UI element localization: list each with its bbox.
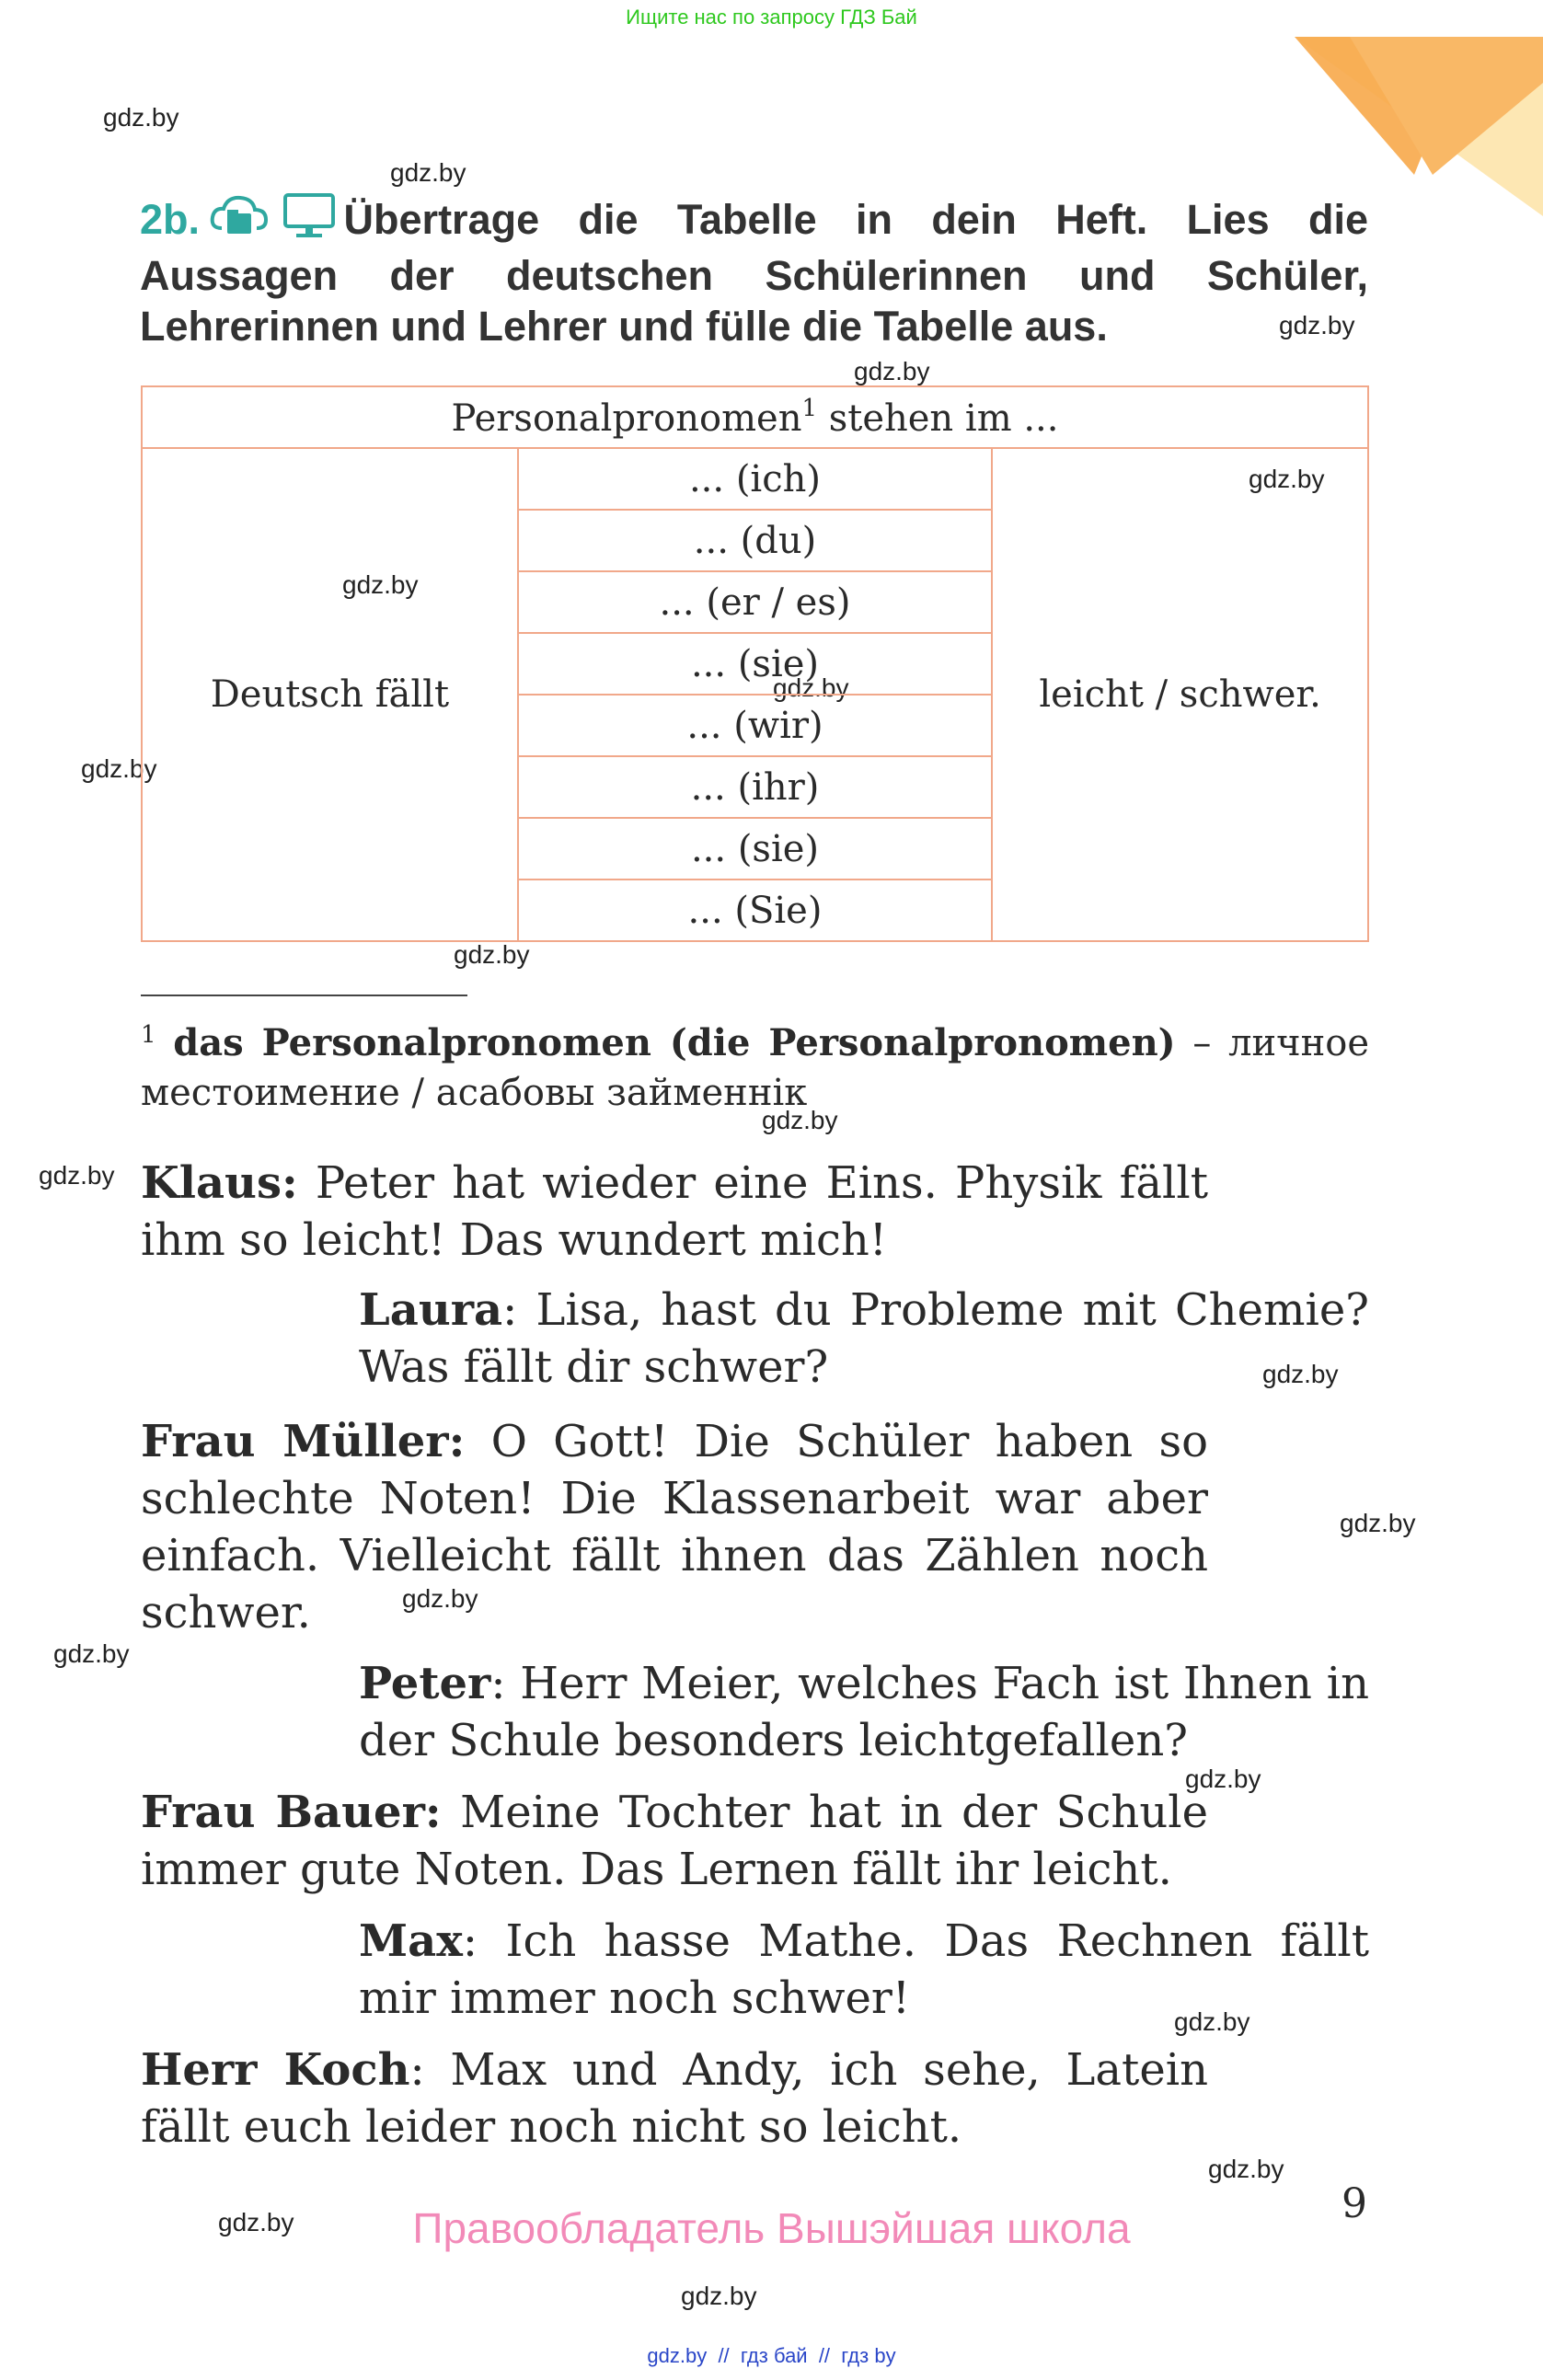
speaker: Frau Müller:	[141, 1416, 466, 1467]
pronoun-table	[141, 385, 1369, 942]
table-row: ... (er / es)	[518, 571, 993, 633]
task-icons	[209, 191, 337, 250]
table-header: Personalpronomen$^1$ stehen im ...	[142, 386, 1368, 448]
top-banner: Ищите нас по запросу ГДЗ Бай	[626, 6, 917, 29]
speaker: Frau Bauer:	[141, 1787, 442, 1838]
watermark: gdz.by	[1174, 2007, 1250, 2036]
watermark: gdz.by	[762, 1106, 838, 1134]
table-row: ... (Sie)	[518, 880, 993, 941]
task-number: 2b.	[140, 196, 201, 243]
table-row: ... (sie)	[518, 818, 993, 880]
table-left-cell: Deutsch fällt	[142, 448, 518, 941]
table-row: ... (sie)	[518, 633, 993, 695]
watermark: gdz.by	[53, 1639, 130, 1668]
watermark: gdz.by	[1262, 1360, 1339, 1388]
dialogue-line: Klaus: Peter hat wieder eine Eins. Physik fällt ihm so leicht! Das wundert mich!	[141, 1157, 1208, 1266]
speaker: Klaus:	[141, 1157, 298, 1209]
dialogue-line: Frau Müller: O Gott! Die Schüler haben so schlechte Noten! Die Klassenarbeit war aber einfach. Vielleicht fällt ihnen das Zählen noch schwer.	[141, 1416, 1209, 1638]
dialogue-line: Max: Ich hasse Mathe. Das Rechnen fällt mir immer noch schwer!	[359, 1915, 1369, 2024]
dialogue-line: Herr Koch: Max und Andy, ich sehe, Latein fällt euch leider noch nicht so leicht.	[141, 2044, 1208, 2153]
dialogue-line: Frau Bauer: Meine Tochter hat in der Schule immer gute Noten. Das Lernen fällt ihr leicht.	[141, 1787, 1208, 1895]
monitor-icon	[282, 191, 337, 239]
watermark: gdz.by	[454, 940, 530, 969]
table-right-cell: leicht / schwer.	[992, 448, 1368, 941]
watermark: gdz.by	[103, 103, 179, 132]
dialogue-line: Peter: Herr Meier, welches Fach ist Ihnen in der Schule besonders leichtgefallen?	[359, 1658, 1369, 1766]
watermark: gdz.by	[1185, 1765, 1261, 1793]
watermark: gdz.by	[1340, 1509, 1416, 1537]
table-row: ... (ich)	[518, 448, 993, 510]
footnote-mark: 1	[801, 395, 817, 422]
table-row: ... (wir)	[518, 695, 993, 756]
dialogue-line: Laura: Lisa, hast du Probleme mit Chemie? Was fällt dir schwer?	[359, 1284, 1369, 1393]
watermark: gdz.by	[773, 673, 849, 702]
watermark: gdz.by	[218, 2208, 294, 2236]
table-row: ... (du)	[518, 510, 993, 571]
speaker: Peter	[359, 1658, 491, 1709]
watermark: gdz.by	[1208, 2155, 1284, 2183]
watermark: gdz.by	[81, 754, 157, 783]
cloud-folder-icon	[209, 191, 270, 239]
watermark: gdz.by	[1249, 465, 1325, 493]
task-heading	[140, 191, 1368, 351]
footnote: $^1$ das Personalpronomen (die Personalpronomen) – личное местоимение / асабовы займеннік	[141, 1021, 1370, 1114]
watermark: gdz.by	[342, 570, 419, 599]
watermark: gdz.by	[402, 1584, 478, 1613]
page-number: 9	[1341, 2180, 1367, 2227]
watermark: gdz.by	[390, 158, 466, 187]
watermark: gdz.by	[1279, 311, 1355, 339]
footnote-translation: – личное местоимение / асабовы займеннік	[141, 1022, 1370, 1114]
watermark: gdz.by	[681, 2282, 757, 2310]
speaker: Laura	[359, 1284, 503, 1336]
bottom-links: gdz.by // гдз бай // гдз by	[647, 2344, 896, 2367]
watermark: gdz.by	[854, 357, 930, 385]
speaker: Max	[359, 1915, 463, 1967]
footnote-term: das Personalpronomen (die Personalpronomen)	[173, 1021, 1176, 1064]
speaker: Herr Koch	[141, 2044, 410, 2096]
table-row: ... (ihr)	[518, 756, 993, 818]
watermark: gdz.by	[39, 1161, 115, 1190]
footnote-divider	[141, 995, 467, 996]
copyright-owner: Правообладатель Вышэйшая школа	[412, 2204, 1131, 2252]
task-text: Übertrage die Tabelle in dein Heft. Lies die Aussagen der deutschen Schülerinnen und Schüler, Lehrerinnen und Lehrer und fülle die Tabelle aus.	[140, 196, 1368, 350]
